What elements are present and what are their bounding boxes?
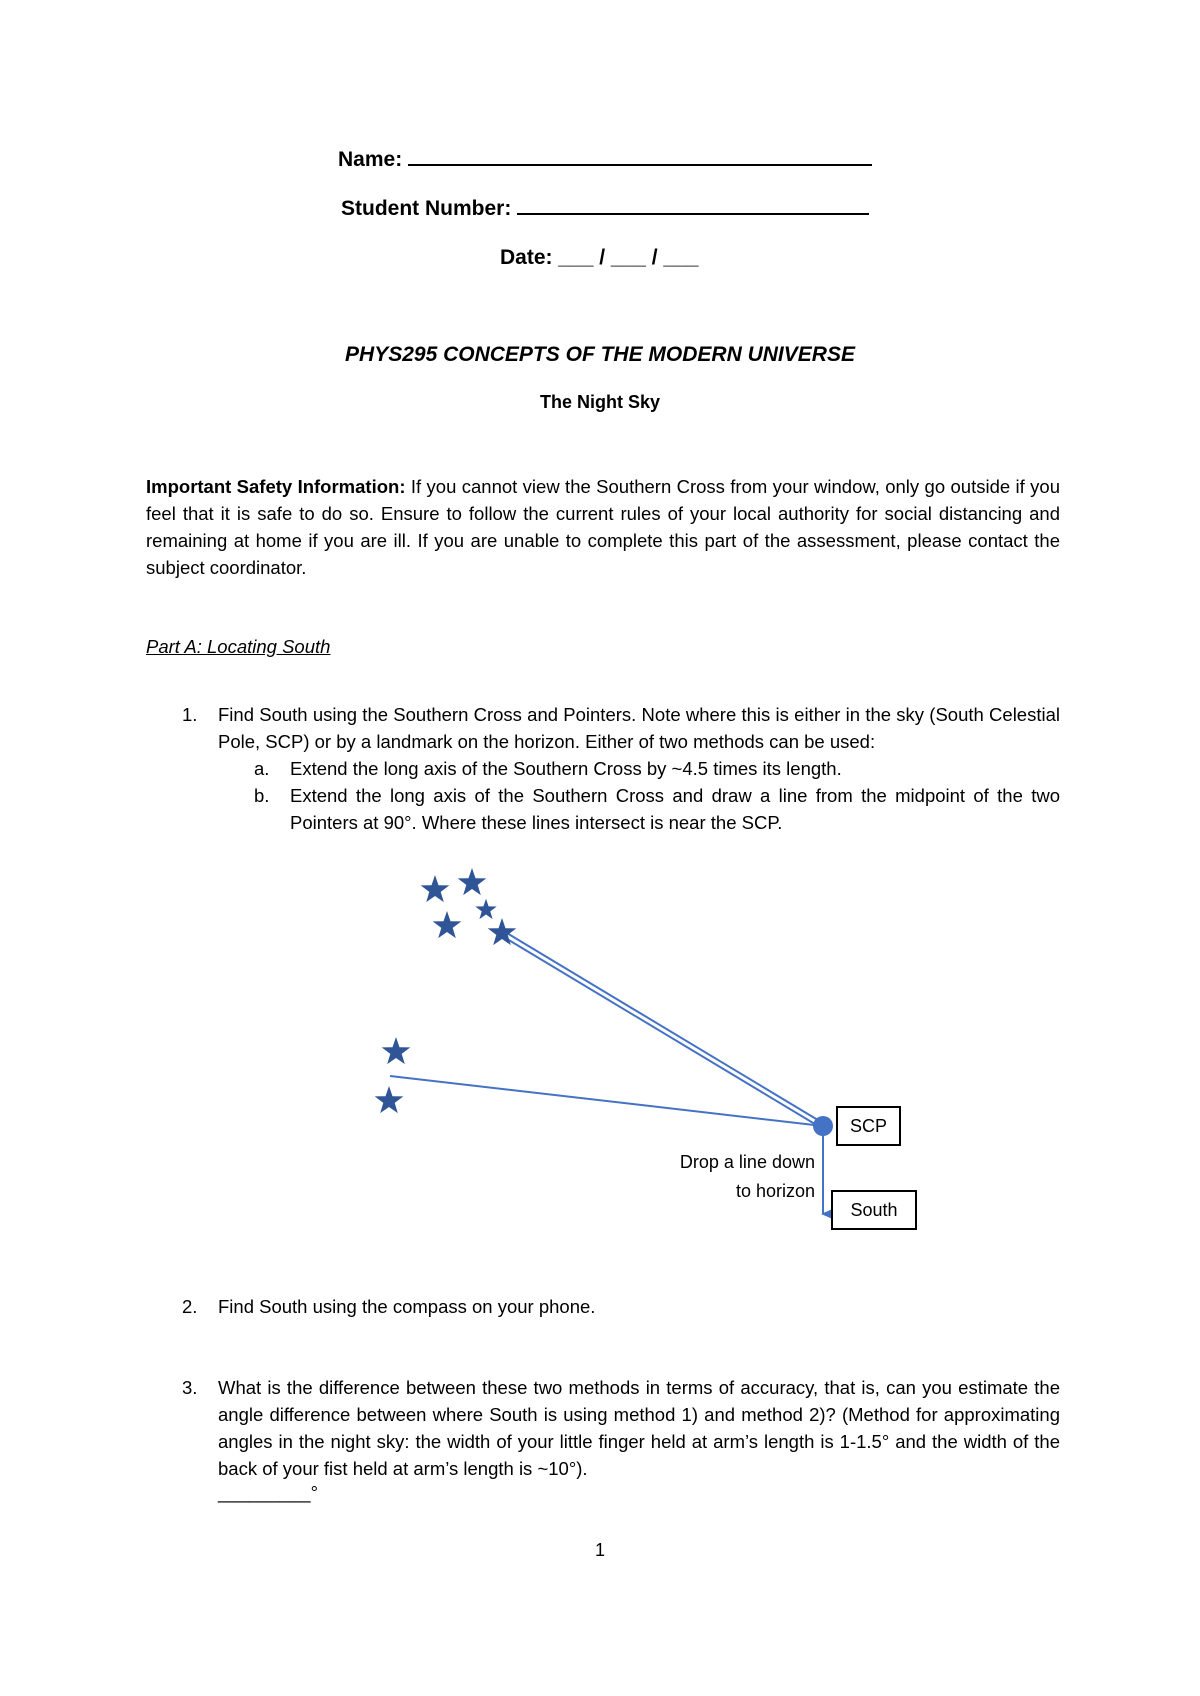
- question-2-text: Find South using the compass on your phone.: [218, 1296, 596, 1317]
- drop-line-caption: [600, 1148, 815, 1206]
- star-icon: [475, 899, 496, 919]
- star-icon: [382, 1037, 411, 1064]
- drop-line-caption-line-1: Drop a line down: [679, 1152, 815, 1172]
- safety-label: Important Safety Information:: [146, 476, 406, 497]
- date-field[interactable]: Date: ___ / ___ / ___: [500, 246, 699, 269]
- star-icon: [458, 868, 487, 895]
- star-icon: [421, 875, 450, 902]
- question-3-answer-blank[interactable]: _________°: [218, 1482, 318, 1503]
- question-3-text: What is the difference between these two methods in terms of accuracy, that is, can you estimate the angle difference between where South is using method 1) and method 2)? (Method for approximating angles in the night sky: the width of your little finger held at arm’s length is 1-1.5° and the width of the back of your fist held at arm’s length is ~10°).: [218, 1377, 1060, 1479]
- question-1-number: 1.: [182, 704, 198, 725]
- drop-line-caption-line-2: to horizon: [735, 1181, 815, 1201]
- southern-cross-axis-line-inner: [502, 933, 823, 1126]
- document-subtitle: The Night Sky: [539, 392, 660, 412]
- star-icon: [375, 1086, 404, 1113]
- scp-dot: [813, 1116, 833, 1136]
- question-1a-text: Extend the long axis of the Southern Cross by ~4.5 times its length.: [290, 758, 842, 779]
- safety-text: If you cannot view the Southern Cross from your window, only go outside if you feel that it is safe to do so. Ensure to follow the current rules of your local authority for social distancing and remaining at home if you are ill. If you are unable to complete this part of the assessment, please contact the subject coordinator.: [146, 476, 1060, 578]
- question-1a-label: a.: [254, 758, 270, 779]
- page-number: 1: [594, 1540, 605, 1560]
- question-1b-label: b.: [254, 785, 270, 806]
- south-label-box: South: [831, 1190, 917, 1230]
- question-1-text: Find South using the Southern Cross and Pointers. Note where this is either in the sky (South Celestial Pole, SCP) or by a landmark on the horizon. Either of two methods can be used:: [218, 704, 1060, 752]
- star-icon: [433, 911, 462, 938]
- question-1b-text: Extend the long axis of the Southern Cross and draw a line from the midpoint of the two Pointers at 90°. Where these lines intersect is near the SCP.: [290, 785, 1060, 833]
- part-a-heading: Part A: Locating South: [146, 636, 331, 657]
- name-label: Name:: [338, 148, 403, 171]
- question-3-number: 3.: [182, 1377, 198, 1398]
- question-2-number: 2.: [182, 1296, 198, 1317]
- document-title: PHYS295 CONCEPTS OF THE MODERN UNIVERSE: [345, 343, 855, 366]
- scp-label-box: SCP: [836, 1106, 901, 1146]
- student-number-label: Student Number:: [341, 197, 512, 220]
